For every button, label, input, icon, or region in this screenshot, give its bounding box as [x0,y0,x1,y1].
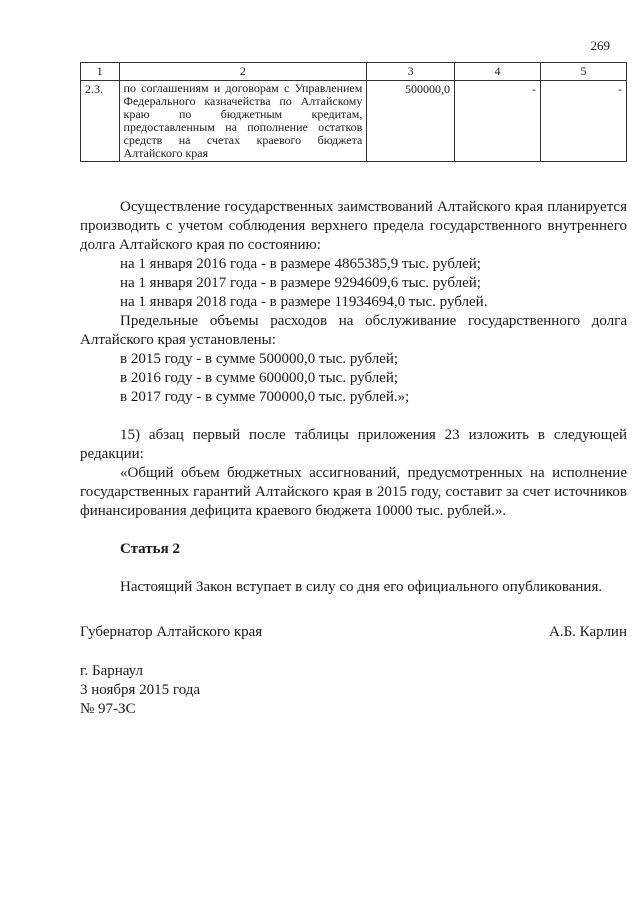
budget-table [80,62,627,162]
header-col-5: 5 [540,63,626,81]
row-number: 2.3. [81,81,120,162]
signatory-name: А.Б. Карлин [548,624,627,640]
signatory-title: Губернатор Алтайского края [80,624,263,640]
law-text [80,198,627,597]
debt-limit-2016: на 1 января 2016 года - в размере 4865385,9 тыс. рублей; [120,256,481,272]
header-col-2: 2 [119,63,367,81]
row-col-4: - [454,81,540,162]
cost-2015: в 2015 году - в сумме 500000,0 тыс. рублей; [120,351,399,367]
article-heading: Статья 2 [120,541,180,557]
paragraph-effective-date: Настоящий Закон вступает в силу со дня его официального опубликования. [120,579,603,595]
header-col-4: 4 [454,63,540,81]
cost-2017: в 2017 году - в сумме 700000,0 тыс. рублей.»; [120,389,410,405]
footer-number: № 97-ЗС [80,701,136,717]
debt-limit-2017: на 1 января 2017 года - в размере 9294609,6 тыс. рублей; [120,275,481,291]
footer-date: 3 ноября 2015 года [80,682,201,698]
row-col-5: - [540,81,626,162]
debt-limit-2018: на 1 января 2018 года - в размере 11934694,0 тыс. рублей. [120,294,488,310]
header-col-3: 3 [367,63,455,81]
paragraph-borrowings: Осуществление государственных заимствований Алтайского края планируется производить с учетом соблюдения верхнего предела государственного внутреннего долга Алтайского края по состоянию: [80,199,627,253]
row-amount: 500000,0 [367,81,455,162]
header-col-1: 1 [81,63,120,81]
document-footer [80,662,200,719]
page-number: 269 [590,38,610,53]
row-description: по соглашениям и договорам с Управлением Федерального казначейства по Алтайскому краю по бюджетным кредитам, предоставленным на пополнение остатков средств на счетах краевого бюджета Алтайского края [119,81,367,162]
table-header-row [81,63,627,81]
footer-city: г. Барнаул [80,663,143,679]
signature-block [80,624,627,641]
table-row [81,81,627,162]
paragraph-amendment-15: 15) абзац первый после таблицы приложения 23 изложить в следующей редакции: [80,427,627,462]
cost-2016: в 2016 году - в сумме 600000,0 тыс. рублей; [120,370,399,386]
paragraph-service-costs: Предельные объемы расходов на обслуживание государственного долга Алтайского края установлены: [80,313,627,348]
paragraph-guarantees: «Общий объем бюджетных ассигнований, предусмотренных на исполнение государственных гарантий Алтайского края в 2015 году, составит за счет источников финансирования дефицита краевого бюджета 10000 тыс. рублей.». [80,465,627,519]
